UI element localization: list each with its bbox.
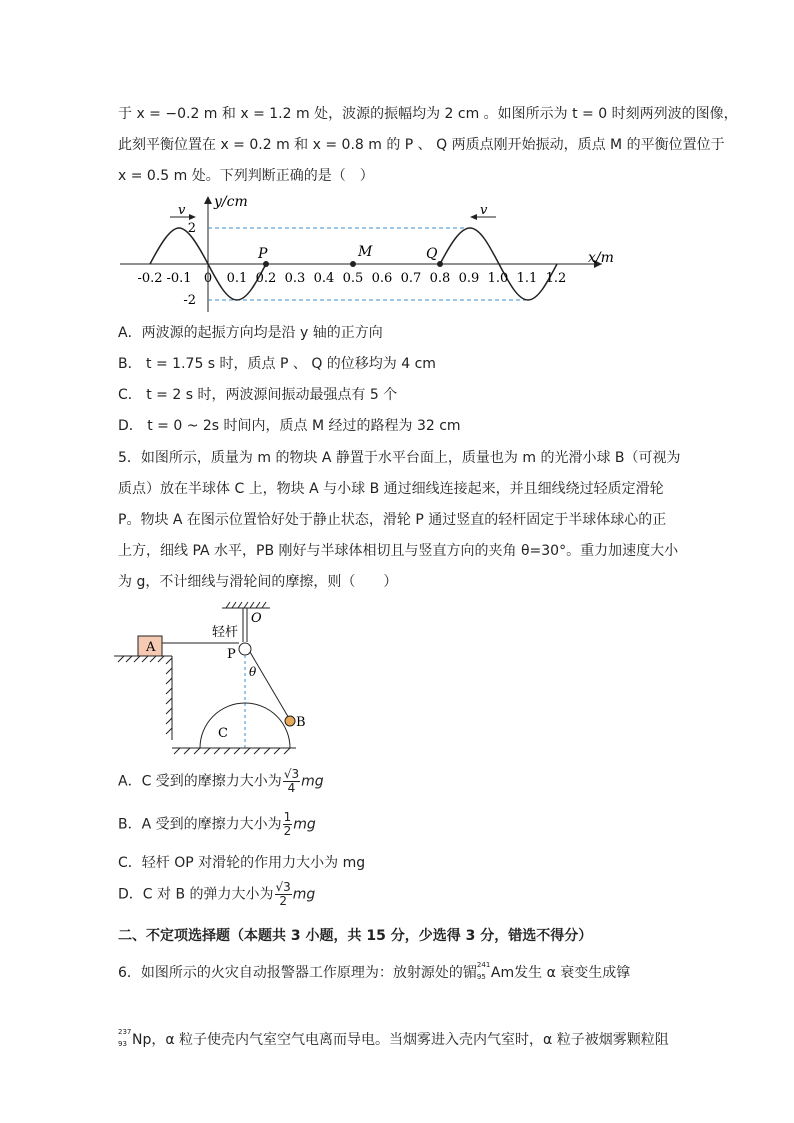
x-tick: 0.8	[429, 271, 451, 286]
x-tick: 0.3	[284, 271, 306, 286]
label-P: P	[227, 647, 236, 662]
q6-stem-line-1: 6．如图所示的火灾自动报警器工作原理为：放射源处的镅 241 95 Am发生 α 衰变生成镎	[118, 961, 631, 981]
label-theta: θ	[249, 665, 257, 679]
x-tick: -0.2	[137, 271, 163, 286]
q4-stem-line-2: 此刻平衡位置在 x = 0.2 m 和 x = 0.8 m 的 P 、 Q 两质点刚开始振动，质点 M 的平衡位置位于	[118, 137, 725, 153]
label-O: O	[251, 611, 262, 626]
point-Q: Q	[426, 246, 438, 262]
wave-figure	[110, 190, 620, 315]
y-tick-2: 2	[187, 221, 196, 236]
q4-stem-line-3: x = 0.5 m 处。下列判断正确的是（ ）	[118, 168, 374, 184]
q4-option-b: B． t = 1.75 s 时，质点 P 、 Q 的位移均为 4 cm	[118, 356, 436, 372]
y-axis-label: y/cm	[214, 194, 248, 210]
q5-stem-line-3: P。物块 A 在图示位置恰好处于静止状态，滑轮 P 通过竖直的轻杆固定于半球体球心的正	[118, 512, 667, 528]
q5-option-d: D．C 对 B 的弹力大小为 $\frac{√3}{2}$ mg	[118, 880, 316, 908]
q5-stem-line-2: 质点）放在半球体 C 上，物块 A 与小球 B 通过细线连接起来，并且细线绕过轻质定滑轮	[118, 481, 664, 497]
x-tick: 1.0	[487, 271, 509, 286]
point-P: P	[258, 246, 268, 262]
label-B: B	[296, 715, 306, 730]
x-tick: 0.1	[226, 271, 248, 286]
q4-option-c: C． t = 2 s 时，两波源间振动最强点有 5 个	[118, 387, 398, 403]
x-tick: 0.9	[458, 271, 480, 286]
x-axis-label: x/m	[588, 250, 614, 266]
x-tick: 0.2	[255, 271, 277, 286]
x-tick: -0.1	[166, 271, 192, 286]
x-tick: 1.1	[516, 271, 538, 286]
section-2-heading: 二、不定项选择题（本题共 3 小题，共 15 分，少选得 3 分，错选不得分）	[118, 928, 593, 944]
q5-option-b: B．A 受到的摩擦力大小为 $\frac{1}{2}$ mg	[118, 810, 316, 838]
q4-option-a: A．两波源的起振方向均是沿 y 轴的正方向	[118, 325, 383, 341]
label-rod: 轻杆	[212, 625, 239, 640]
x-tick: 0	[203, 271, 213, 286]
q6-stem-line-2: 237 93 Np，α 粒子使壳内气室空气电离而导电。当烟雾进入壳内气室时，α 粒子被烟雾颗粒阻	[118, 1028, 669, 1048]
velocity-right: v	[480, 203, 488, 218]
label-C: C	[218, 726, 228, 741]
q5-stem-line-5: 为 g，不计细线与滑轮间的摩擦，则（ ）	[118, 574, 398, 590]
label-A: A	[146, 640, 156, 655]
q4-option-d: D． t = 0 ~ 2s 时间内，质点 M 经过的路程为 32 cm	[118, 418, 461, 434]
q5-option-a: A．C 受到的摩擦力大小为 $\frac{√3}{4}$ mg	[118, 767, 324, 795]
velocity-left: v	[178, 203, 186, 218]
q4-stem-line-1: 于 x = −0.2 m 和 x = 1.2 m 处，波源的振幅均为 2 cm 。如图所示为 t = 0 时刻两列波的图像，	[118, 106, 738, 122]
x-tick: 1.2	[545, 271, 567, 286]
q5-stem-line-1: 5．如图所示，质量为 m 的物块 A 静置于水平台面上，质量也为 m 的光滑小球 B（可视为	[118, 450, 681, 466]
pulley-figure	[110, 600, 310, 755]
y-tick-neg2: -2	[183, 293, 196, 308]
x-tick: 0.4	[313, 271, 335, 286]
x-tick: 0.7	[400, 271, 422, 286]
point-M: M	[358, 244, 373, 260]
x-tick: 0.6	[371, 271, 393, 286]
q5-option-c: C．轻杆 OP 对滑轮的作用力大小为 mg	[118, 855, 366, 871]
q5-stem-line-4: 上方，细线 PA 水平，PB 刚好与半球体相切且与竖直方向的夹角 θ=30°。重力加速度大小	[118, 543, 679, 559]
x-tick: 0.5	[342, 271, 364, 286]
